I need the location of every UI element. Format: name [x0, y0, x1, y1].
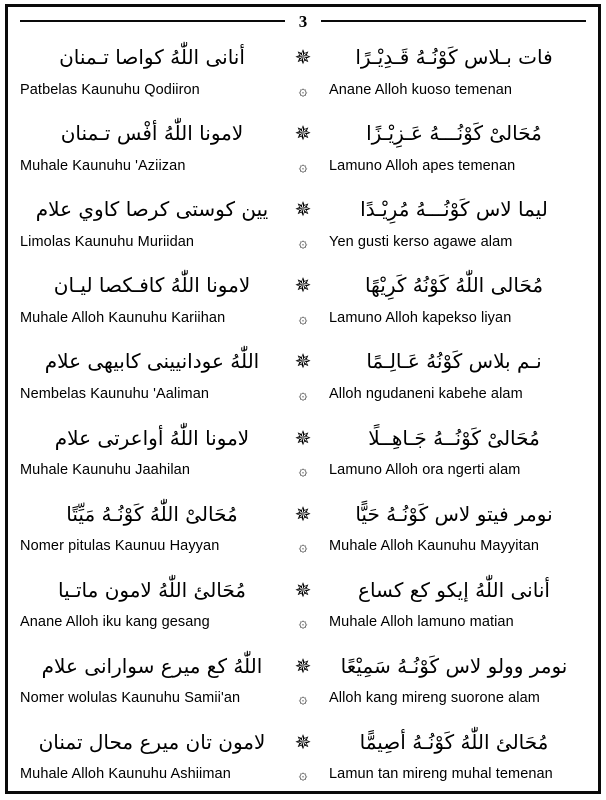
latin-left-text: Nomer wolulas Kaunuhu Samii'an — [20, 690, 241, 707]
arabic-line — [18, 263, 588, 307]
rub-el-hizb-ornament-icon: ۞ — [298, 537, 308, 556]
arabic-right-text: مُحَالىْ كَوْنُــهُ جَـاهِــلًا — [368, 425, 540, 450]
latin-line — [18, 612, 588, 633]
rub-el-hizb-ornament-icon: ۞ — [298, 613, 308, 632]
verse-row — [18, 568, 588, 633]
latin-line — [18, 231, 588, 252]
latin-left-text: Muhale Kaunuhu 'Aziizan — [20, 157, 186, 174]
arabic-right-text: فات بـلاس كَوْنُـهُ قَـدِيْـرًا — [355, 45, 553, 69]
arabic-left-text: اللّٰهُ عودانيينى كابيهى علام — [44, 349, 260, 374]
rub-el-hizb-ornament-icon: ۞ — [298, 308, 308, 327]
rub-el-hizb-ornament-icon: ۞ — [298, 461, 308, 480]
latin-left-text: Nomer pitulas Kaunuu Hayyan — [20, 538, 220, 555]
verse-row — [18, 644, 588, 709]
verse-row — [18, 720, 588, 785]
latin-left-text: Muhale Kaunuhu Jaahilan — [20, 462, 190, 479]
latin-line — [18, 79, 588, 100]
latin-left-text: Muhale Alloh Kaunuhu Kariihan — [20, 309, 226, 326]
verse-row — [18, 339, 588, 404]
star-ornament-icon: ✵ — [294, 653, 312, 678]
arabic-right-text: نومر وولو لاس كَوْنُـهُ سَمِيْعًا — [340, 653, 568, 678]
arabic-line — [18, 644, 588, 688]
verse-row — [18, 187, 588, 252]
arabic-left-text: لامون تان ميرع محال تمنان — [38, 729, 266, 754]
rub-el-hizb-ornament-icon: ۞ — [298, 765, 308, 784]
arabic-left-text: لامونا اللّٰهُ أواعرتى علام — [54, 425, 250, 450]
star-ornament-icon: ✵ — [294, 729, 312, 754]
latin-right-text: Muhale Alloh lamuno matian — [329, 614, 514, 631]
star-ornament-icon: ✵ — [294, 197, 312, 222]
star-ornament-icon: ✵ — [294, 273, 312, 298]
latin-right-text: Lamuno Alloh kapekso liyan — [329, 309, 512, 326]
arabic-line — [18, 111, 588, 155]
latin-left-text: Anane Alloh iku kang gesang — [20, 614, 210, 631]
rub-el-hizb-ornament-icon: ۞ — [298, 232, 308, 251]
rub-el-hizb-ornament-icon: ۞ — [298, 80, 308, 99]
star-ornament-icon: ✵ — [294, 501, 312, 526]
arabic-right-text: مُحَالىْ كَوْنُـــهُ عَـزِيْـزًا — [366, 121, 542, 146]
arabic-line — [18, 492, 588, 536]
arabic-line — [18, 416, 588, 460]
star-ornament-icon: ✵ — [294, 121, 312, 146]
latin-left-text: Patbelas Kaunuhu Qodiiron — [20, 81, 200, 98]
arabic-right-text: أنانى اللّٰهُ إيكو كع كساع — [358, 577, 550, 602]
arabic-line — [18, 568, 588, 612]
rub-el-hizb-ornament-icon: ۞ — [298, 156, 308, 175]
star-ornament-icon: ✵ — [294, 45, 312, 69]
arabic-left-text: مُحَالئ اللّٰهُ لامون ماتـيا — [57, 577, 247, 602]
latin-line — [18, 307, 588, 328]
page-header — [20, 9, 586, 33]
rub-el-hizb-ornament-icon: ۞ — [298, 384, 308, 403]
star-ornament-icon: ✵ — [294, 349, 312, 374]
latin-right-text: Lamun tan mireng muhal temenan — [329, 766, 553, 783]
arabic-line — [18, 339, 588, 383]
star-ornament-icon: ✵ — [294, 425, 312, 450]
verse-row — [18, 35, 588, 100]
arabic-line — [18, 720, 588, 764]
verse-row — [18, 111, 588, 176]
latin-right-text: Alloh ngudaneni kabehe alam — [329, 385, 523, 402]
rub-el-hizb-ornament-icon: ۞ — [298, 689, 308, 708]
latin-right-text: Lamuno Alloh ora ngerti alam — [329, 462, 521, 479]
latin-left-text: Nembelas Kaunuhu 'Aaliman — [20, 385, 210, 402]
arabic-right-text: مُحَالى اللّٰهُ كَوْنُهُ كَرِيْهًا — [364, 273, 544, 298]
latin-right-text: Muhale Alloh Kaunuhu Mayyitan — [329, 538, 540, 555]
header-rule-left — [20, 20, 285, 22]
verse-row — [18, 492, 588, 557]
latin-right-text: Lamuno Alloh apes temenan — [329, 157, 516, 174]
page-content — [8, 7, 598, 791]
latin-line — [18, 764, 588, 785]
latin-left-text: Muhale Alloh Kaunuhu Ashiiman — [20, 766, 231, 783]
star-ornament-icon: ✵ — [294, 577, 312, 602]
verse-row — [18, 263, 588, 328]
latin-left-text: Limolas Kaunuhu Muriidan — [20, 233, 195, 250]
arabic-right-text: مُحَالئ اللّٰهُ كَوْنُـهُ أصِيمًّا — [359, 729, 549, 754]
header-rule-right — [321, 20, 586, 22]
verse-rows — [18, 35, 588, 785]
latin-line — [18, 383, 588, 404]
arabic-left-text: لامونا اللّٰهُ كافـكصا ليـان — [53, 273, 251, 298]
page-number: 3 — [298, 11, 308, 31]
latin-line — [18, 155, 588, 176]
latin-line — [18, 536, 588, 557]
arabic-left-text: يين كوستى كرصا كاوي علام — [35, 197, 269, 222]
latin-line — [18, 688, 588, 709]
arabic-line — [18, 187, 588, 231]
latin-line — [18, 460, 588, 481]
arabic-left-text: مُحَالىْ اللّٰهُ كَوْنُـهُ مَيِّتًا — [66, 501, 238, 526]
arabic-right-text: نومر فيتو لاس كَوْنُـهُ حَيًّا — [355, 501, 553, 526]
arabic-left-text: أنانى اللّٰهُ كواصا تـمنان — [59, 45, 245, 69]
latin-right-text: Yen gusti kerso agawe alam — [329, 233, 513, 250]
latin-right-text: Anane Alloh kuoso temenan — [329, 81, 513, 98]
arabic-right-text: ليما لاس كَوْنُـــهُ مُرِيْـدًا — [360, 197, 548, 222]
arabic-left-text: اللّٰهُ كع ميرع سوارانى علام — [41, 653, 263, 678]
verse-row — [18, 416, 588, 481]
arabic-left-text: لامونا اللّٰهُ أفْس تـمنان — [60, 121, 244, 146]
arabic-line — [18, 35, 588, 79]
arabic-right-text: نـم بلاس كَوْنُهُ عَـالِـمًا — [366, 349, 542, 374]
latin-right-text: Alloh kang mireng suorone alam — [329, 690, 540, 707]
